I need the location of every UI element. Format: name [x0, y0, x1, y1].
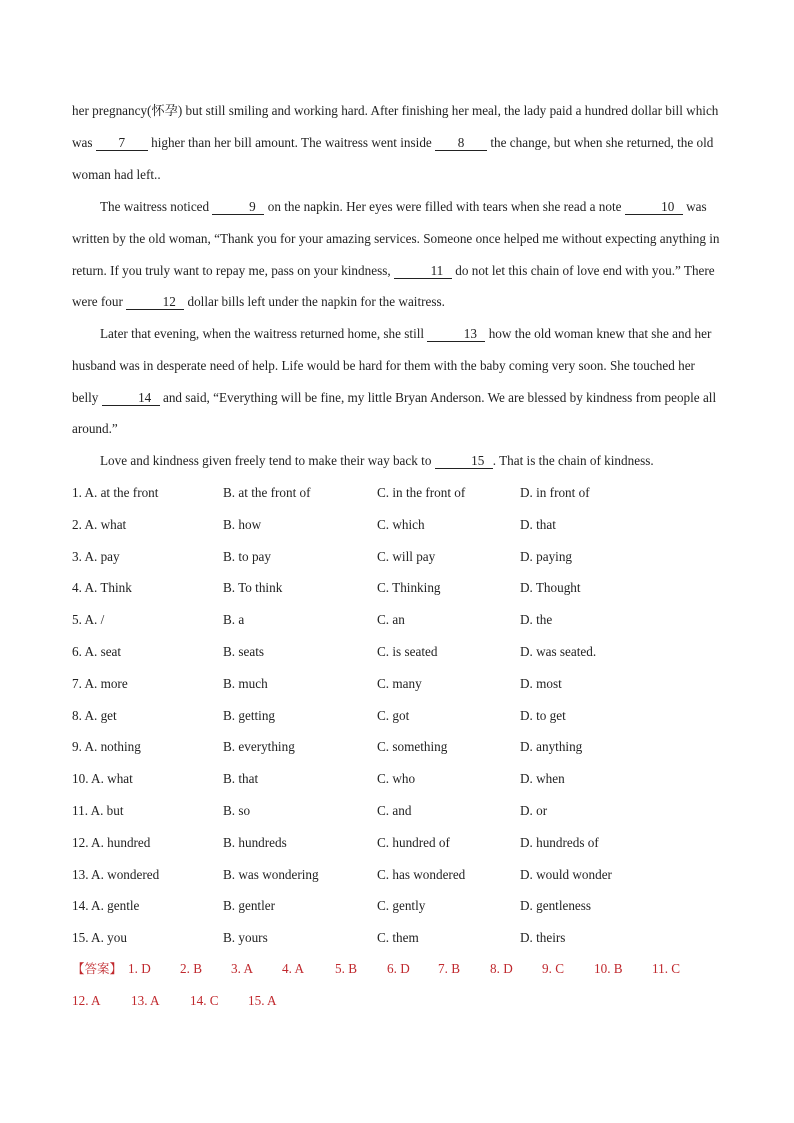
option-12-b: B. hundreds: [223, 834, 287, 850]
blank-15: 15: [435, 454, 493, 469]
option-row-5: [72, 604, 732, 636]
option-8-d: D. to get: [520, 707, 566, 723]
option-3-d: D. paying: [520, 548, 573, 564]
passage-text: the change, but when she returned, the old woman had left..: [72, 134, 714, 182]
option-14-d: D. gentleness: [520, 898, 592, 914]
option-row-7: [72, 668, 732, 700]
passage-text: Love and kindness given freely tend to make their way back to: [100, 453, 435, 468]
option-14-a: 14. A. gentle: [72, 898, 140, 914]
option-2-a: 2. A. what: [72, 516, 127, 532]
option-9-d: D. anything: [520, 739, 583, 755]
option-10-a: 10. A. what: [72, 771, 133, 787]
passage-text: dollar bills left under the napkin for the waitress.: [184, 294, 445, 310]
answer-row-2: [72, 985, 732, 1017]
option-5-b: B. a: [223, 612, 245, 628]
option-row-15: [72, 922, 732, 954]
option-6-a: 6. A. seat: [72, 643, 122, 659]
option-12-d: D. hundreds of: [520, 834, 599, 850]
option-9-c: C. something: [377, 739, 448, 755]
option-4-b: B. To think: [223, 580, 283, 596]
option-7-a: 7. A. more: [72, 675, 128, 691]
blank-8: 8: [435, 136, 487, 151]
option-row-8: [72, 700, 732, 732]
option-3-a: 3. A. pay: [72, 548, 120, 564]
blank-10: 10: [625, 200, 683, 215]
option-15-d: D. theirs: [520, 930, 566, 946]
option-9-b: B. everything: [223, 739, 295, 755]
option-12-c: C. hundred of: [377, 834, 450, 850]
option-11-d: D. or: [520, 802, 548, 818]
answer-item: 14. C: [190, 992, 219, 1008]
blank-13: 13: [427, 327, 485, 342]
option-15-a: 15. A. you: [72, 930, 127, 946]
passage-text: and said, “Everything will be fine, my little Bryan Anderson. We are blessed by kindness from people all around.”: [72, 389, 717, 437]
answer-item: 13. A: [131, 992, 160, 1008]
answer-item: 11. C: [652, 961, 681, 976]
option-15-c: C. them: [377, 930, 419, 946]
blank-12: 12: [126, 295, 184, 310]
option-5-d: D. the: [520, 612, 553, 628]
option-14-b: B. gentler: [223, 898, 276, 914]
passage-text: her pregnancy(怀孕) but still smiling and working hard. After finishing her meal, the lady paid a hundred dollar bill which was: [72, 103, 719, 150]
option-row-11: [72, 795, 732, 827]
option-row-3: [72, 541, 732, 573]
passage-text: on the napkin. Her eyes were filled with tears when she read a note: [264, 199, 625, 214]
option-11-b: B. so: [223, 802, 251, 818]
option-row-6: [72, 636, 732, 668]
option-15-b: B. yours: [223, 930, 268, 946]
passage-text: The waitress noticed: [100, 199, 213, 214]
option-12-a: 12. A. hundred: [72, 834, 151, 850]
answer-item: 12. A: [72, 992, 101, 1008]
passage-paragraph-3: [72, 318, 724, 445]
answer-item: 9. C: [542, 961, 564, 976]
option-13-c: C. has wondered: [377, 866, 466, 882]
option-8-c: C. got: [377, 707, 410, 723]
passage-text: do not let this chain of love end with you.” There were four: [72, 262, 715, 310]
options-list: [72, 477, 732, 954]
option-4-c: C. Thinking: [377, 580, 441, 596]
answer-item: 8. D: [490, 961, 513, 976]
option-row-2: [72, 509, 732, 541]
passage-text: higher than her bill amount. The waitress went inside: [147, 134, 436, 150]
option-row-14: [72, 890, 732, 922]
answer-item: 1. D: [128, 961, 151, 976]
option-7-d: D. most: [520, 675, 562, 691]
option-1-a: 1. A. at the front: [72, 485, 159, 500]
answer-item: 6. D: [387, 961, 410, 976]
option-8-a: 8. A. get: [72, 707, 117, 723]
option-11-a: 11. A. but: [72, 802, 124, 818]
option-1-b: B. at the front of: [223, 485, 311, 500]
option-6-c: C. is seated: [377, 643, 438, 659]
option-10-d: D. when: [520, 771, 565, 787]
blank-9: 9: [212, 200, 264, 215]
passage-text: . That is the chain of kindness.: [492, 453, 654, 468]
option-row-13: [72, 859, 732, 891]
option-13-a: 13. A. wondered: [72, 866, 160, 882]
blank-14: 14: [102, 391, 160, 406]
option-row-9: [72, 731, 732, 763]
answer-key: [72, 953, 732, 1017]
option-13-d: D. would wonder: [520, 866, 612, 882]
option-row-4: [72, 572, 732, 604]
option-8-b: B. getting: [223, 707, 276, 723]
option-10-b: B. that: [223, 771, 259, 787]
option-5-a: 5. A. /: [72, 612, 105, 628]
option-6-d: D. was seated.: [520, 643, 597, 659]
option-row-10: [72, 763, 732, 795]
option-2-c: C. which: [377, 516, 425, 532]
option-1-c: C. in the front of: [377, 485, 466, 500]
option-5-c: C. an: [377, 612, 405, 628]
blank-7: 7: [96, 136, 148, 151]
answer-item: 15. A: [248, 992, 277, 1008]
answer-item: 5. B: [335, 961, 357, 976]
passage-paragraph-2: [72, 191, 724, 318]
option-4-a: 4. A. Think: [72, 580, 132, 596]
option-9-a: 9. A. nothing: [72, 739, 141, 755]
option-row-1: [72, 477, 732, 509]
option-7-b: B. much: [223, 675, 268, 691]
passage-text: Later that evening, when the waitress returned home, she still: [100, 326, 428, 341]
option-4-d: D. Thought: [520, 580, 581, 596]
option-3-b: B. to pay: [223, 548, 271, 564]
option-3-c: C. will pay: [377, 548, 436, 564]
option-1-d: D. in front of: [520, 485, 590, 500]
answer-item: 2. B: [180, 961, 202, 976]
passage-paragraph-1: [72, 95, 724, 190]
option-13-b: B. was wondering: [223, 866, 319, 882]
passage-text: was written by the old woman, “Thank you for your amazing services. Someone once helped me without expecting anything in return. If you truly want to repay me, pass on your kindness,: [72, 199, 720, 278]
option-11-c: C. and: [377, 802, 412, 818]
option-row-12: [72, 827, 732, 859]
answer-item: 4. A: [282, 961, 304, 976]
option-7-c: C. many: [377, 675, 422, 691]
answer-label: 【答案】: [72, 961, 123, 976]
option-14-c: C. gently: [377, 898, 426, 914]
passage-paragraph-4: [72, 445, 724, 477]
option-10-c: C. who: [377, 771, 416, 787]
answer-item: 7. B: [438, 961, 460, 976]
answer-row-1: [72, 953, 732, 985]
answer-item: 10. B: [594, 961, 623, 976]
option-6-b: B. seats: [223, 643, 265, 659]
answer-item: 3. A: [231, 961, 253, 976]
blank-11: 11: [394, 264, 452, 279]
option-2-d: D. that: [520, 516, 556, 532]
passage-text: how the old woman knew that she and her husband was in desperate need of help. Life would be hard for them with the baby coming very soon. She touched her belly: [72, 326, 712, 405]
option-2-b: B. how: [223, 516, 262, 532]
